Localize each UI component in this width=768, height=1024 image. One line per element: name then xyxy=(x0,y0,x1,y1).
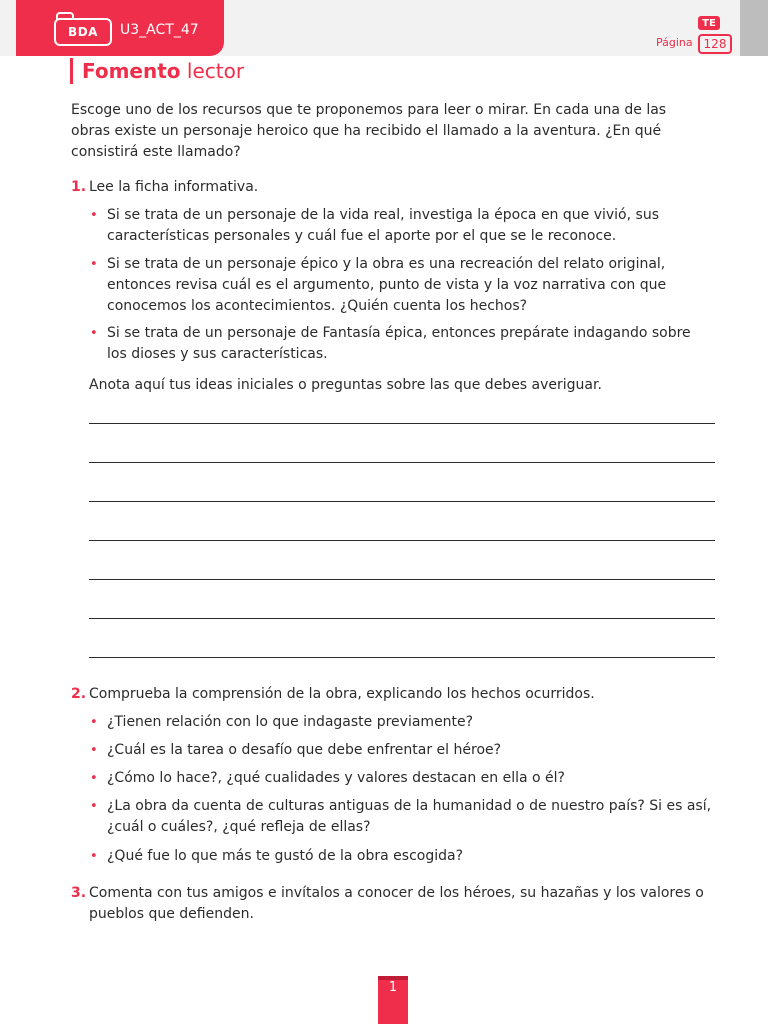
item-text: Lee la ficha informativa. xyxy=(89,179,259,195)
textbook-page-icon xyxy=(698,16,732,54)
section-title xyxy=(82,58,244,84)
item-text: Comprueba la comprensión de la obra, explicando los hechos ocurridos. xyxy=(89,686,595,702)
bullet-text: Si se trata de un personaje de Fantasía épica, entonces prepárate indagando sobre los dioses y sus características. xyxy=(107,325,691,362)
answer-line[interactable] xyxy=(89,657,715,658)
answer-line[interactable] xyxy=(89,540,715,541)
answer-line[interactable] xyxy=(89,501,715,502)
section-title-light: lector xyxy=(186,59,245,83)
page-reference-label: Página xyxy=(656,36,693,49)
book-page-number: 128 xyxy=(698,34,732,54)
bullet-text: ¿Qué fue lo que más te gustó de la obra escogida? xyxy=(107,848,464,864)
answer-line[interactable] xyxy=(89,462,715,463)
bullet-marker: • xyxy=(90,743,98,758)
answer-line[interactable] xyxy=(89,579,715,580)
page-number: 1 xyxy=(388,980,398,995)
bullet-text: Si se trata de un personaje épico y la obra es una recreación del relato original, entonces revisa cuál es el argumento, punto de vista y la voz narrativa con que conocemos los acontecimientos. ¿Quién cuenta los hechos? xyxy=(107,256,667,314)
folder-label: BDA xyxy=(68,25,98,39)
bullet-marker: • xyxy=(90,208,98,223)
activity-code-tab xyxy=(16,0,224,56)
heading-accent-bar xyxy=(70,58,73,84)
section-title-bold: Fomento xyxy=(82,59,181,83)
bullet-text: ¿Cómo lo hace?, ¿qué cualidades y valores destacan en ella o él? xyxy=(107,770,565,786)
bullet-marker: • xyxy=(90,326,98,341)
bullet-marker: • xyxy=(90,849,98,864)
bullet-marker: • xyxy=(90,771,98,786)
answer-line[interactable] xyxy=(89,618,715,619)
book-tag: TE xyxy=(698,16,720,30)
item-number: 2. xyxy=(71,686,87,702)
notes-instruction: Anota aquí tus ideas iniciales o preguntas sobre las que debes averiguar. xyxy=(89,377,602,393)
bullet-text: ¿La obra da cuenta de culturas antiguas de la humanidad o de nuestro país? Si es así, ¿cuál o cuáles?, ¿qué refleja de ellas? xyxy=(107,798,712,835)
answer-line[interactable] xyxy=(89,423,715,424)
bullet-text: ¿Cuál es la tarea o desafío que debe enfrentar el héroe? xyxy=(107,742,502,758)
bullet-text: ¿Tienen relación con lo que indagaste previamente? xyxy=(107,714,474,730)
bullet-marker: • xyxy=(90,257,98,272)
corner-block xyxy=(740,0,768,56)
item-text: Comenta con tus amigos e invítalos a conocer de los héroes, su hazañas y los valores o pueblos que defienden. xyxy=(89,885,704,922)
item-number: 3. xyxy=(71,885,87,901)
activity-code: U3_ACT_47 xyxy=(120,22,199,38)
bullet-text: Si se trata de un personaje de la vida real, investiga la época en que vivió, sus características personales y cuál fue el aporte por el que se le reconoce. xyxy=(107,207,659,244)
bullet-marker: • xyxy=(90,799,98,814)
folder-icon xyxy=(54,12,112,46)
bullet-marker: • xyxy=(90,715,98,730)
intro-paragraph: Escoge uno de los recursos que te proponemos para leer o mirar. En cada una de las obras existe un personaje heroico que ha recibido el llamado a la aventura. ¿En qué consistirá este llamado? xyxy=(71,102,667,160)
item-number: 1. xyxy=(71,179,87,195)
